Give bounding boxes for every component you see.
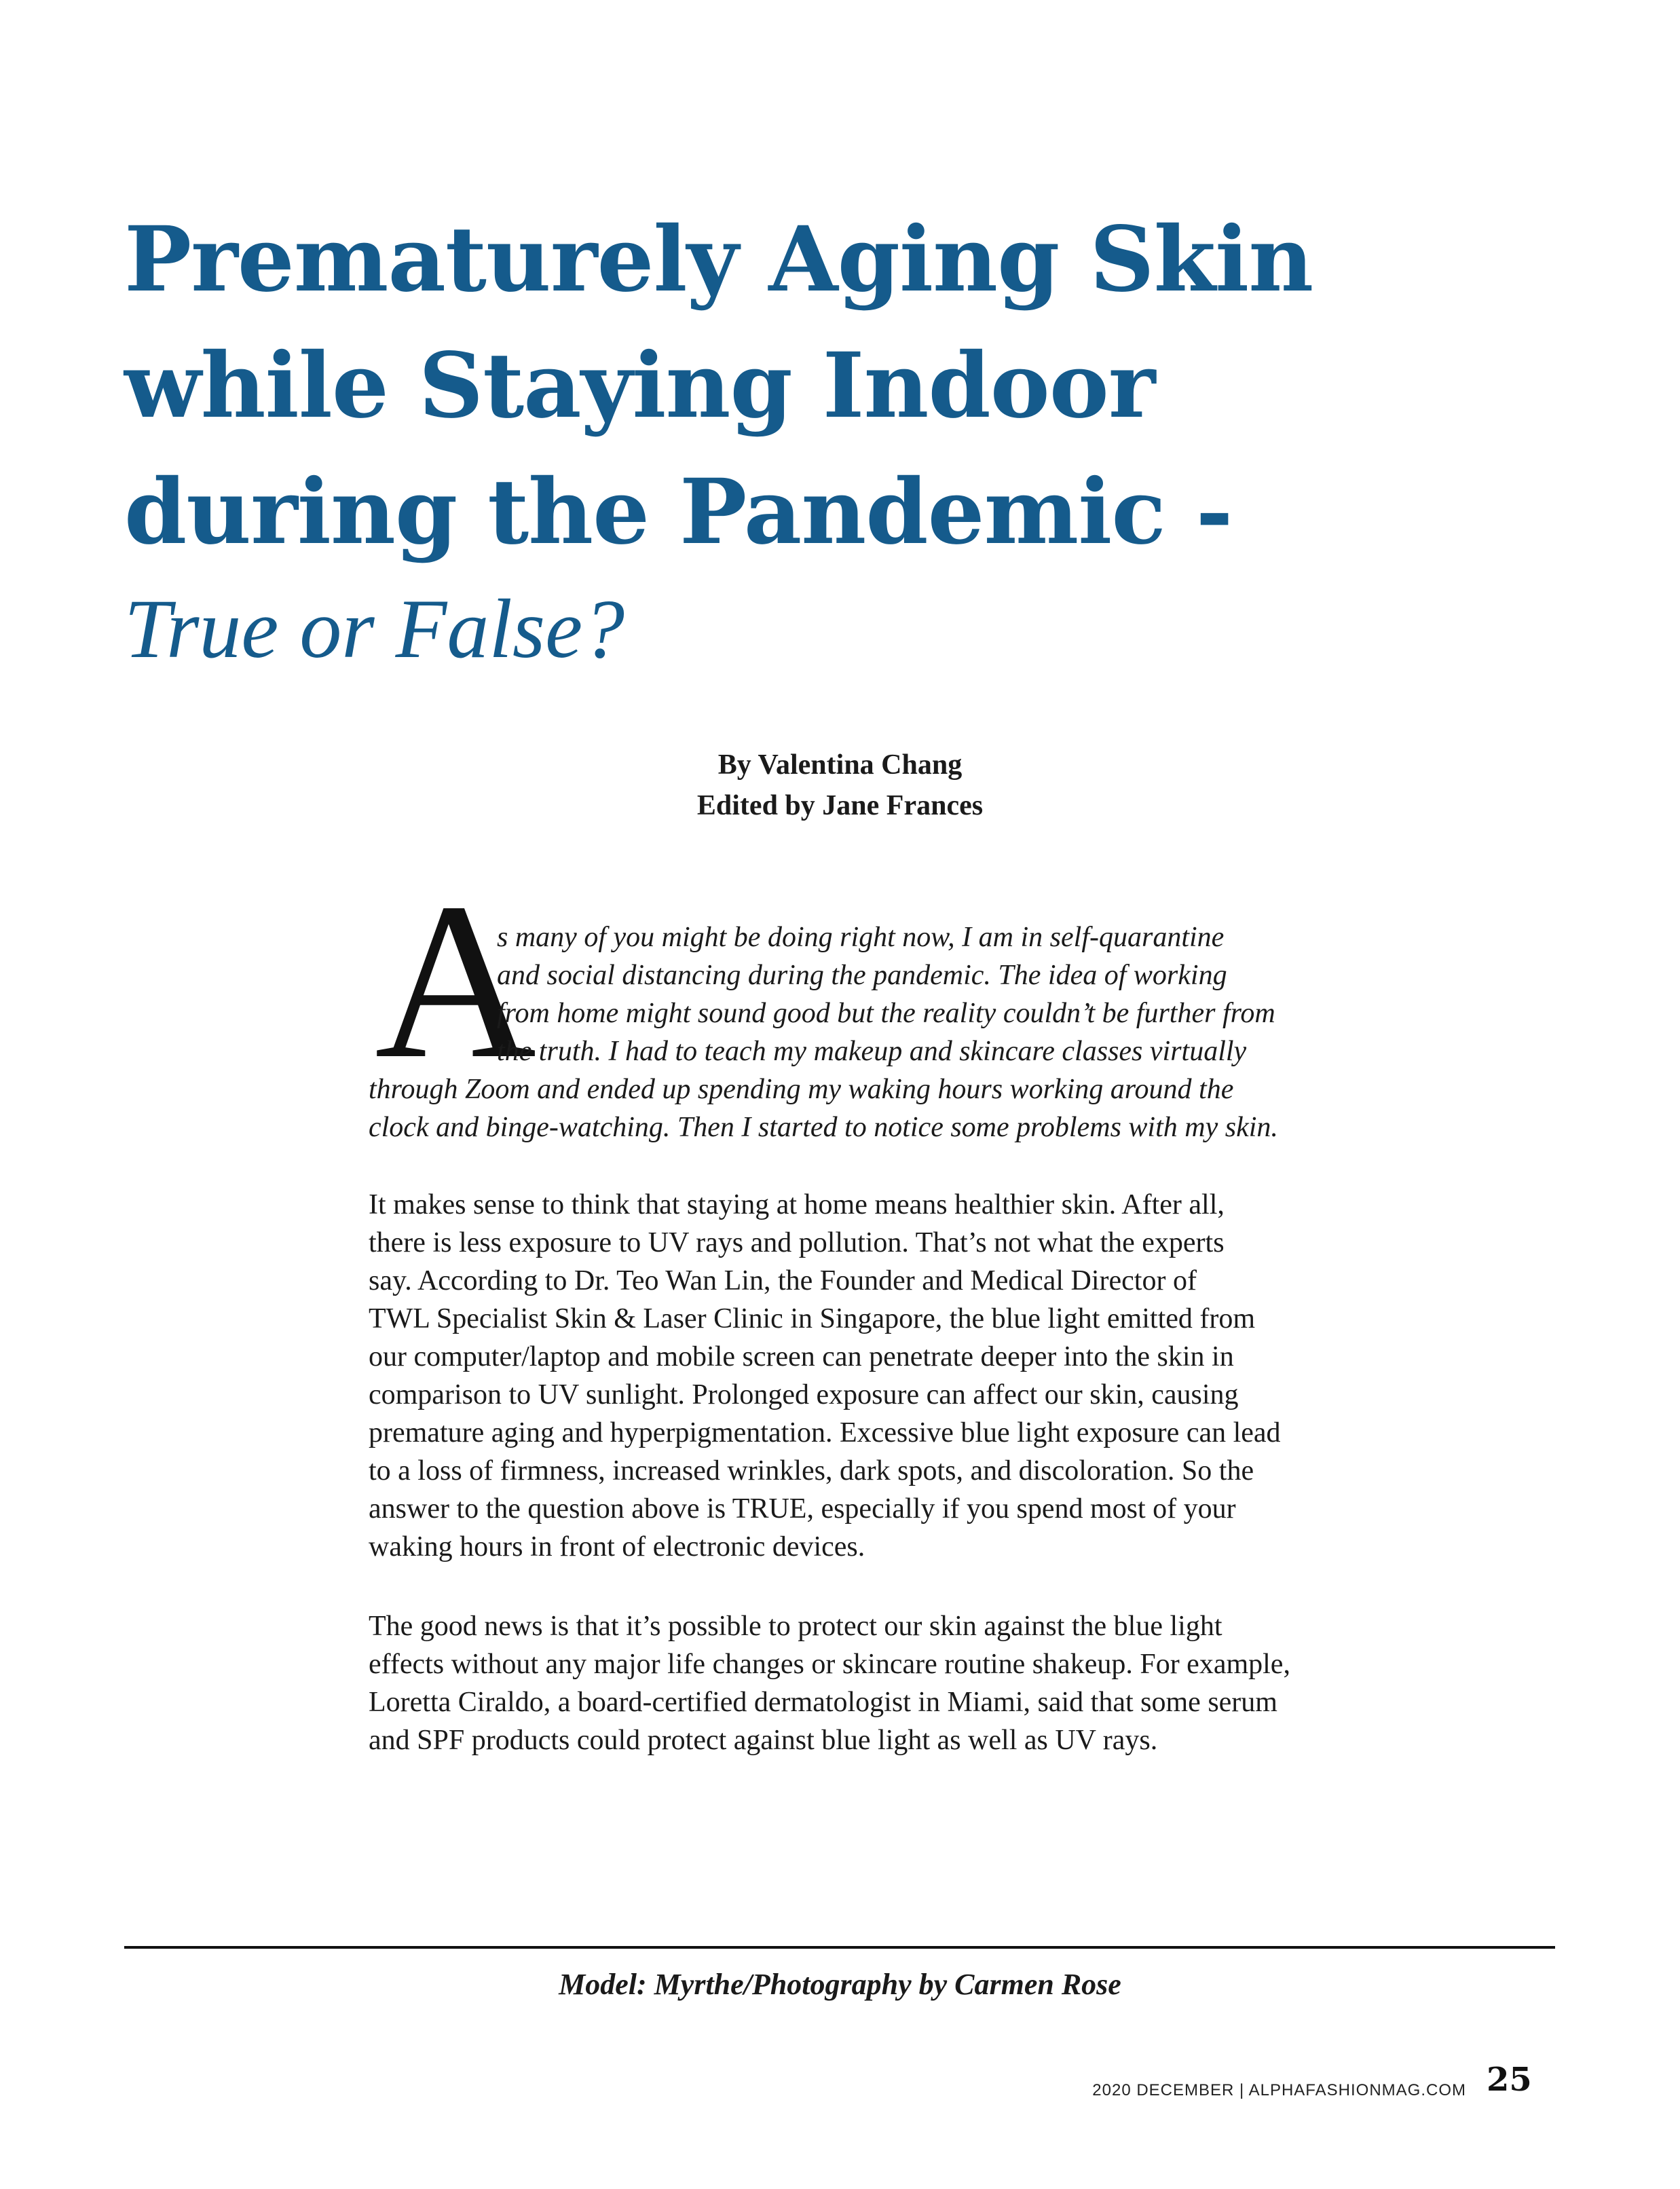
body-line: It makes sense to think that staying at home means healthier skin. After all, — [369, 1189, 1225, 1220]
body-line: comparison to UV sunlight. Prolonged exposure can affect our skin, causing — [369, 1379, 1239, 1410]
body-line: to a loss of firmness, increased wrinkles, dark spots, and discoloration. So the — [369, 1455, 1254, 1486]
headline — [124, 197, 1550, 576]
horizontal-rule — [124, 1946, 1555, 1949]
photo-caption: Model: Myrthe/Photography by Carmen Rose — [559, 1968, 1121, 2001]
body-line: there is less exposure to UV rays and pollution. That’s not what the experts — [369, 1227, 1225, 1258]
headline-line: during the Pandemic - — [124, 460, 1233, 565]
footer-issue: 2020 DECEMBER | ALPHAFASHIONMAG.COM — [1092, 2081, 1466, 2099]
intro-line: from home might sound good but the reality couldn’t be further from — [497, 998, 1275, 1029]
byline-author: By Valentina Chang — [717, 749, 963, 781]
body-line: our computer/laptop and mobile screen can penetrate deeper into the skin in — [369, 1341, 1234, 1372]
body-line: answer to the question above is TRUE, especially if you spend most of your — [369, 1493, 1236, 1524]
body-line: effects without any major life changes or skincare routine shakeup. For example, — [369, 1649, 1290, 1680]
body-line: TWL Specialist Skin & Laser Clinic in Singapore, the blue light emitted from — [369, 1303, 1256, 1334]
page-number: 25 — [1487, 2061, 1532, 2099]
intro-line: and social distancing during the pandemic. The idea of working — [497, 960, 1227, 991]
byline-editor: Edited by Jane Frances — [696, 790, 984, 821]
body-line: and SPF products could protect against blue light as well as UV rays. — [369, 1725, 1158, 1756]
body-line: Loretta Ciraldo, a board-certified dermatologist in Miami, said that some serum — [369, 1687, 1277, 1718]
body-line: say. According to Dr. Teo Wan Lin, the Founder and Medical Director of — [369, 1265, 1197, 1296]
headline-line: Prematurely Aging Skin — [124, 207, 1313, 312]
drop-cap: A — [375, 857, 537, 1105]
body-line: waking hours in front of electronic devices. — [369, 1531, 865, 1563]
intro-line: s many of you might be doing right now, I am in self-quarantine — [497, 922, 1225, 953]
body-line: The good news is that it’s possible to protect our skin against the blue light — [369, 1611, 1222, 1642]
subheadline: True or False? — [124, 582, 625, 675]
headline-line: while Staying Indoor — [124, 333, 1155, 438]
intro-line: through Zoom and ended up spending my waking hours working around the — [369, 1074, 1234, 1105]
body-line: premature aging and hyperpigmentation. Excessive blue light exposure can lead — [369, 1417, 1281, 1448]
intro-line: clock and binge-watching. Then I started to notice some problems with my skin. — [369, 1112, 1278, 1143]
intro-line: the truth. I had to teach my makeup and skincare classes virtually — [497, 1036, 1247, 1067]
